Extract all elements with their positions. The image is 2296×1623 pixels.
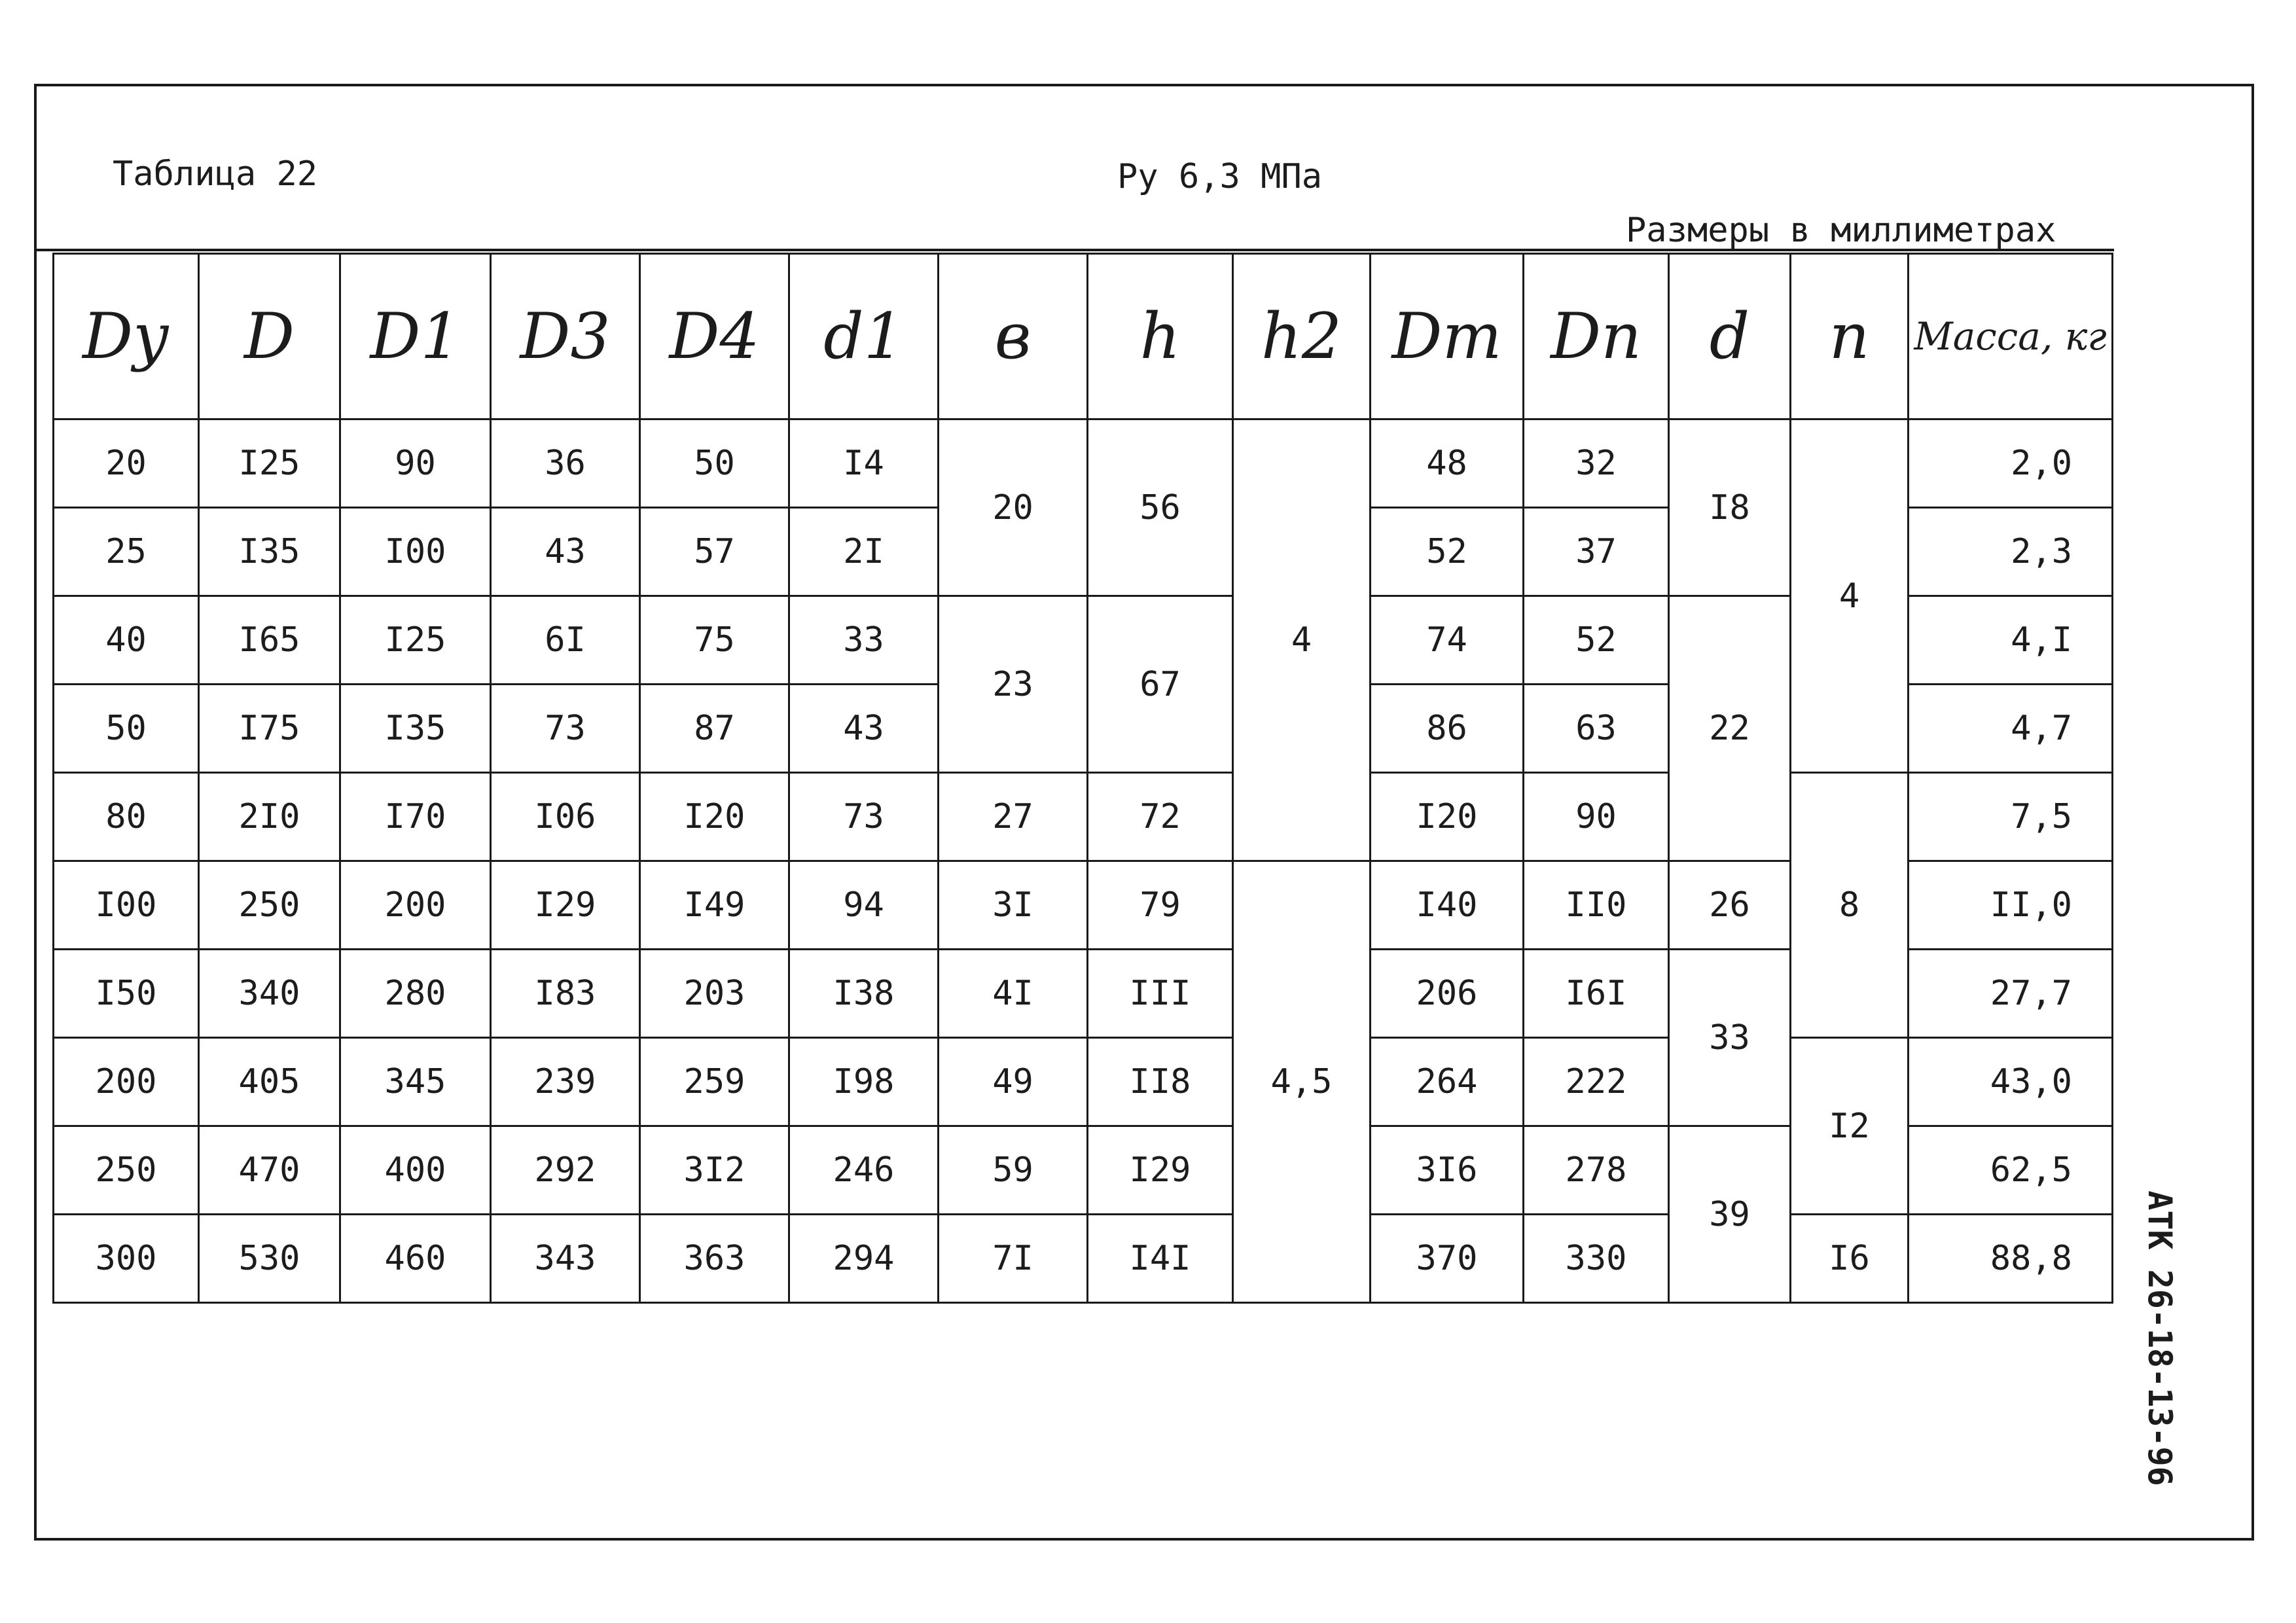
document-code: АТК 26-18-13-96 bbox=[2141, 1190, 2179, 1486]
cell-d1: I4 bbox=[789, 419, 939, 508]
cell-d: I8 bbox=[1669, 419, 1791, 596]
cell-D3: 43 bbox=[491, 508, 640, 596]
cell-d1: 94 bbox=[789, 861, 939, 950]
units-note: Размеры в миллиметрах bbox=[1626, 211, 2056, 250]
cell-d: 26 bbox=[1669, 861, 1791, 950]
cell-h: 56 bbox=[1088, 419, 1233, 596]
cell-Dn: 63 bbox=[1524, 685, 1669, 773]
cell-d1: 2I bbox=[789, 508, 939, 596]
cell-D3: 6I bbox=[491, 596, 640, 685]
cell-Dn: 32 bbox=[1524, 419, 1669, 508]
cell-b: 59 bbox=[939, 1126, 1088, 1215]
cell-h: 79 bbox=[1088, 861, 1233, 950]
col-header-d: d bbox=[1669, 254, 1791, 419]
cell-d1: 294 bbox=[789, 1215, 939, 1303]
dimensions-table bbox=[52, 253, 2113, 1304]
cell-d1: I38 bbox=[789, 950, 939, 1038]
cell-Dy: 50 bbox=[54, 685, 199, 773]
col-header-h2: h2 bbox=[1233, 254, 1371, 419]
cell-D4: 259 bbox=[640, 1038, 789, 1126]
cell-Dm: 86 bbox=[1371, 685, 1524, 773]
cell-d1: I98 bbox=[789, 1038, 939, 1126]
cell-Dn: 222 bbox=[1524, 1038, 1669, 1126]
cell-h: III bbox=[1088, 950, 1233, 1038]
col-header-n: n bbox=[1791, 254, 1909, 419]
cell-D1: 460 bbox=[340, 1215, 491, 1303]
cell-D4: 57 bbox=[640, 508, 789, 596]
cell-D: 470 bbox=[199, 1126, 340, 1215]
cell-mass: II,0 bbox=[1909, 861, 2113, 950]
cell-D1: I35 bbox=[340, 685, 491, 773]
cell-D3: 36 bbox=[491, 419, 640, 508]
cell-h: II8 bbox=[1088, 1038, 1233, 1126]
cell-mass: 4,I bbox=[1909, 596, 2113, 685]
cell-Dy: 250 bbox=[54, 1126, 199, 1215]
cell-mass: 88,8 bbox=[1909, 1215, 2113, 1303]
cell-D1: 90 bbox=[340, 419, 491, 508]
cell-d1: 43 bbox=[789, 685, 939, 773]
col-header-D3: D3 bbox=[491, 254, 640, 419]
cell-Dy: I00 bbox=[54, 861, 199, 950]
cell-n: I2 bbox=[1791, 1038, 1909, 1215]
cell-Dy: 40 bbox=[54, 596, 199, 685]
cell-mass: 62,5 bbox=[1909, 1126, 2113, 1215]
cell-D4: I49 bbox=[640, 861, 789, 950]
cell-D4: I20 bbox=[640, 773, 789, 861]
cell-h: 67 bbox=[1088, 596, 1233, 773]
cell-D: 340 bbox=[199, 950, 340, 1038]
col-header-D4: D4 bbox=[640, 254, 789, 419]
col-header-Dm: Dm bbox=[1371, 254, 1524, 419]
table-row bbox=[54, 1215, 2113, 1303]
col-header-mass: Масса, кг bbox=[1909, 254, 2113, 419]
cell-Dm: 52 bbox=[1371, 508, 1524, 596]
cell-Dn: I6I bbox=[1524, 950, 1669, 1038]
cell-D: 250 bbox=[199, 861, 340, 950]
cell-Dn: 330 bbox=[1524, 1215, 1669, 1303]
col-header-h: h bbox=[1088, 254, 1233, 419]
cell-mass: 2,0 bbox=[1909, 419, 2113, 508]
cell-D: I35 bbox=[199, 508, 340, 596]
cell-Dn: 37 bbox=[1524, 508, 1669, 596]
cell-D3: 343 bbox=[491, 1215, 640, 1303]
cell-h: 72 bbox=[1088, 773, 1233, 861]
col-header-D: D bbox=[199, 254, 340, 419]
col-header-d1: d1 bbox=[789, 254, 939, 419]
cell-b: 7I bbox=[939, 1215, 1088, 1303]
cell-D1: I70 bbox=[340, 773, 491, 861]
cell-b: 49 bbox=[939, 1038, 1088, 1126]
cell-Dy: 80 bbox=[54, 773, 199, 861]
cell-b: 23 bbox=[939, 596, 1088, 773]
cell-d: 39 bbox=[1669, 1126, 1791, 1303]
col-header-Dy: Dу bbox=[54, 254, 199, 419]
table-row bbox=[54, 773, 2113, 861]
col-header-b: в bbox=[939, 254, 1088, 419]
cell-mass: 2,3 bbox=[1909, 508, 2113, 596]
cell-d: 33 bbox=[1669, 950, 1791, 1126]
cell-Dm: I20 bbox=[1371, 773, 1524, 861]
cell-Dy: 200 bbox=[54, 1038, 199, 1126]
col-header-D1: D1 bbox=[340, 254, 491, 419]
cell-D4: 50 bbox=[640, 419, 789, 508]
cell-h: I4I bbox=[1088, 1215, 1233, 1303]
cell-d: 22 bbox=[1669, 596, 1791, 861]
cell-Dy: 25 bbox=[54, 508, 199, 596]
cell-D4: 363 bbox=[640, 1215, 789, 1303]
cell-h2: 4 bbox=[1233, 419, 1371, 861]
cell-mass: 43,0 bbox=[1909, 1038, 2113, 1126]
cell-D: 530 bbox=[199, 1215, 340, 1303]
cell-mass: 27,7 bbox=[1909, 950, 2113, 1038]
cell-D: I65 bbox=[199, 596, 340, 685]
cell-Dn: 278 bbox=[1524, 1126, 1669, 1215]
cell-D1: I25 bbox=[340, 596, 491, 685]
cell-D3: 292 bbox=[491, 1126, 640, 1215]
cell-D: I75 bbox=[199, 685, 340, 773]
cell-D1: 345 bbox=[340, 1038, 491, 1126]
cell-D1: 280 bbox=[340, 950, 491, 1038]
nominal-pressure: Ру 6,3 МПа bbox=[1117, 157, 1323, 196]
cell-D3: I06 bbox=[491, 773, 640, 861]
cell-b: 3I bbox=[939, 861, 1088, 950]
cell-Dy: 300 bbox=[54, 1215, 199, 1303]
cell-D4: 203 bbox=[640, 950, 789, 1038]
cell-mass: 4,7 bbox=[1909, 685, 2113, 773]
cell-h: I29 bbox=[1088, 1126, 1233, 1215]
cell-D4: 75 bbox=[640, 596, 789, 685]
cell-D: 405 bbox=[199, 1038, 340, 1126]
table-header-row bbox=[54, 254, 2113, 419]
cell-Dm: I40 bbox=[1371, 861, 1524, 950]
cell-h2: 4,5 bbox=[1233, 861, 1371, 1303]
cell-mass: 7,5 bbox=[1909, 773, 2113, 861]
table-label: Таблица 22 bbox=[113, 154, 318, 194]
cell-b: 27 bbox=[939, 773, 1088, 861]
cell-b: 20 bbox=[939, 419, 1088, 596]
cell-D1: 200 bbox=[340, 861, 491, 950]
cell-d1: 33 bbox=[789, 596, 939, 685]
cell-D3: 73 bbox=[491, 685, 640, 773]
header-rule bbox=[37, 249, 2114, 251]
cell-d1: 246 bbox=[789, 1126, 939, 1215]
cell-Dy: 20 bbox=[54, 419, 199, 508]
cell-D: I25 bbox=[199, 419, 340, 508]
cell-Dy: I50 bbox=[54, 950, 199, 1038]
cell-D1: 400 bbox=[340, 1126, 491, 1215]
cell-n: 4 bbox=[1791, 419, 1909, 773]
cell-b: 4I bbox=[939, 950, 1088, 1038]
cell-Dm: 370 bbox=[1371, 1215, 1524, 1303]
cell-D4: 87 bbox=[640, 685, 789, 773]
cell-Dm: 48 bbox=[1371, 419, 1524, 508]
table-row bbox=[54, 1038, 2113, 1126]
cell-D3: I83 bbox=[491, 950, 640, 1038]
cell-D: 2I0 bbox=[199, 773, 340, 861]
cell-D3: I29 bbox=[491, 861, 640, 950]
col-header-Dn: Dn bbox=[1524, 254, 1669, 419]
cell-Dn: 90 bbox=[1524, 773, 1669, 861]
cell-D4: 3I2 bbox=[640, 1126, 789, 1215]
cell-d1: 73 bbox=[789, 773, 939, 861]
cell-D1: I00 bbox=[340, 508, 491, 596]
table-row bbox=[54, 419, 2113, 508]
cell-Dm: 3I6 bbox=[1371, 1126, 1524, 1215]
cell-Dm: 264 bbox=[1371, 1038, 1524, 1126]
cell-n: 8 bbox=[1791, 773, 1909, 1038]
cell-Dn: 52 bbox=[1524, 596, 1669, 685]
cell-D3: 239 bbox=[491, 1038, 640, 1126]
cell-Dn: II0 bbox=[1524, 861, 1669, 950]
cell-Dm: 74 bbox=[1371, 596, 1524, 685]
cell-Dm: 206 bbox=[1371, 950, 1524, 1038]
cell-n: I6 bbox=[1791, 1215, 1909, 1303]
